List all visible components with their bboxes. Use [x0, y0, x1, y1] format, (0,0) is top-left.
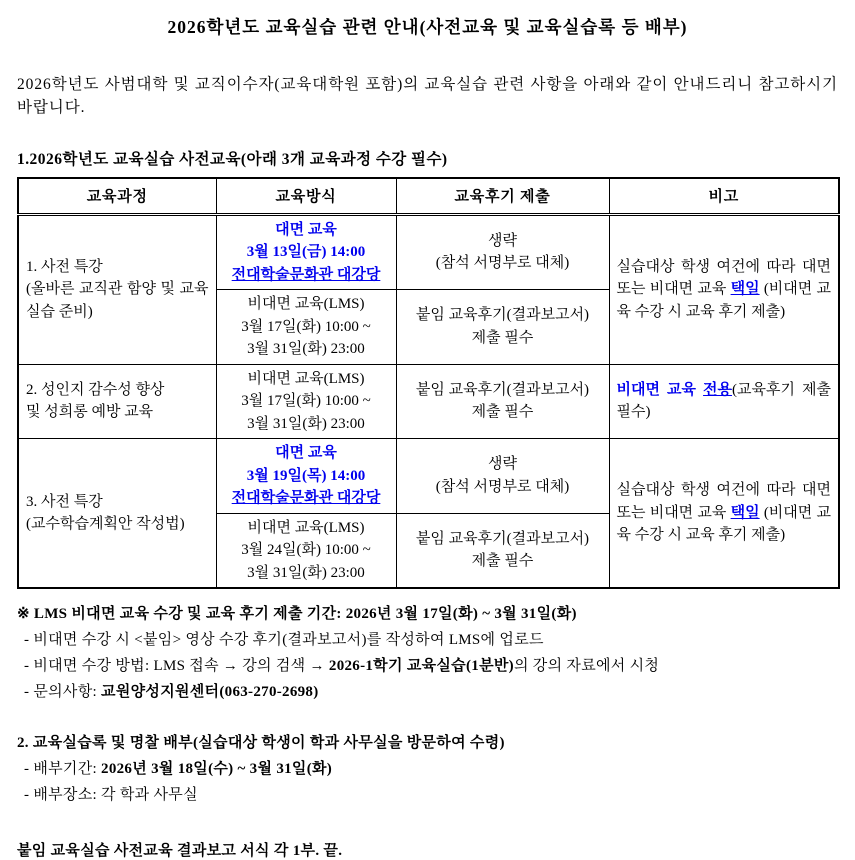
method-face-venue: 전대학술문화관 대강당 [231, 266, 381, 283]
remark-3-post: (비대면 교육 수강 시 교육 후기 제출) [616, 504, 831, 544]
column-header-review: 교육후기 제출 [396, 178, 609, 215]
note-how-to-watch-post: 의 강의 자료에서 시청 [513, 658, 660, 674]
method-face-type: 대면 교육 [275, 221, 337, 238]
method-online-start: 3월 17일(화) 10:00 ~ [241, 393, 371, 409]
method-online-end: 3월 31일(화) 23:00 [247, 341, 365, 357]
remark-3-choice: 택일 [730, 504, 760, 521]
section1-heading: 1.2026학년도 교육실습 사전교육(아래 3개 교육과정 수강 필수) [17, 150, 448, 168]
course-3-detail: (교수학습계획안 작성법) [26, 516, 185, 532]
note-contact [17, 679, 838, 705]
review-skip-label: 생략 [488, 456, 517, 473]
note-how-to-watch [17, 653, 838, 679]
note-lms-period [17, 601, 838, 627]
review-required-doc: 붙임 교육후기(결과보고서) [415, 381, 590, 398]
column-header-method: 교육방식 [216, 178, 396, 215]
review-skip-label: 생략 [488, 232, 517, 249]
method-face-type: 대면 교육 [275, 445, 337, 461]
course-cell-3 [18, 439, 216, 589]
course-cell-1 [18, 214, 216, 364]
review-skip-detail: (참석 서명부로 대체) [435, 478, 570, 495]
attachment-line: 붙임 교육실습 사전교육 결과보고 서식 각 1부. 끝. [17, 843, 343, 859]
method-online-type: 비대면 교육(LMS) [247, 370, 365, 387]
section2 [17, 730, 838, 808]
remark-1-pre: 실습대상 학생 여건에 따라 대면 또는 비대면 교육 [616, 258, 831, 298]
note-contact-phone: 교원양성지원센터(063-270-2698) [101, 684, 319, 700]
document-title: 2026학년도 교육실습 관련 안내(사전교육 및 교육실습록 등 배부) [167, 17, 688, 37]
note-lms-period-dates: 2026년 3월 17일(화) ~ 3월 31일(화) [345, 606, 577, 622]
review-required-must: 제출 필수 [471, 404, 534, 421]
course-cell-2 [18, 364, 216, 439]
section2-heading: 2. 교육실습록 및 명찰 배부(실습대상 학생이 학과 사무실을 방문하여 수령) [17, 735, 505, 751]
course-1-name: 1. 사전 특강 [26, 258, 103, 275]
course-2-detail: 및 성희롱 예방 교육 [26, 404, 154, 421]
method-online-cell-2 [216, 364, 396, 439]
method-online-end: 3월 31일(화) 23:00 [247, 564, 365, 581]
remark-2-post: (교육후기 제출 필수) [616, 381, 832, 421]
review-required-doc: 붙임 교육후기(결과보고서) [415, 530, 590, 547]
method-online-type: 비대면 교육(LMS) [247, 296, 365, 312]
method-face-cell-3 [216, 439, 396, 514]
note-contact-label: - 문의사항: [24, 684, 102, 700]
note-how-to-watch-pre: - 비대면 수강 방법: LMS 접속 → 강의 검색 → [24, 658, 329, 674]
remark-3-pre: 실습대상 학생 여건에 따라 대면 또는 비대면 교육 [616, 482, 831, 521]
table-row-2 [18, 364, 839, 439]
method-online-cell-1 [216, 290, 396, 365]
table-header-row [18, 178, 839, 215]
remark-1-choice: 택일 [730, 281, 760, 298]
course-2-name: 2. 성인지 감수성 향상 [26, 381, 165, 398]
method-face-venue: 전대학술문화관 대강당 [231, 490, 381, 506]
remark-cell-3 [609, 439, 839, 589]
review-required-cell-2 [396, 364, 609, 439]
distribution-period-label: - 배부기간: [24, 761, 102, 777]
note-upload: - 비대면 수강 시 <붙임> 영상 수강 후기(결과보고서)를 작성하여 LMS에 업로드 [24, 632, 544, 648]
method-face-datetime: 3월 13일(금) 14:00 [246, 244, 366, 260]
intro-paragraph: 2026학년도 사범대학 및 교직이수자(교육대학원 포함)의 교육실습 관련 사항을 아래와 같이 안내드리니 참고하시기 바랍니다. [17, 76, 838, 117]
method-face-datetime: 3월 19일(목) 14:00 [246, 467, 366, 484]
remark-2-online-only: 비대면 교육 [616, 381, 704, 398]
remark-cell-1 [609, 214, 839, 364]
method-online-start: 3월 17일(화) 10:00 ~ [241, 318, 371, 335]
remark-2-emph: 전용 [703, 381, 733, 398]
review-skip-cell-3 [396, 439, 609, 514]
review-required-cell-1 [396, 290, 609, 365]
lms-notes [17, 601, 838, 705]
review-skip-cell-1 [396, 214, 609, 290]
course-3-name: 3. 사전 특강 [26, 493, 103, 510]
review-required-must: 제출 필수 [471, 329, 534, 346]
course-1-detail: (올바른 교직관 함양 및 교육 실습 준비) [26, 281, 209, 320]
method-face-cell-1 [216, 214, 396, 290]
remark-cell-2 [609, 364, 839, 439]
method-online-end: 3월 31일(화) 23:00 [247, 415, 365, 432]
note-course-name: 2026-1학기 교육실습(1분반) [328, 658, 514, 674]
method-online-cell-3 [216, 513, 396, 588]
review-required-cell-3 [396, 513, 609, 588]
review-required-doc: 붙임 교육후기(결과보고서) [415, 307, 590, 324]
method-online-start: 3월 24일(화) 10:00 ~ [241, 542, 371, 558]
distribution-place: - 배부장소: 각 학과 사무실 [24, 787, 198, 803]
table-row-1a [18, 214, 839, 290]
review-required-must: 제출 필수 [471, 553, 534, 570]
note-lms-period-label: ※ LMS 비대면 교육 수강 및 교육 후기 제출 기간: [17, 606, 346, 622]
distribution-period-dates: 2026년 3월 18일(수) ~ 3월 31일(화) [101, 761, 333, 777]
table-row-3a [18, 439, 839, 514]
distribution-period [17, 756, 838, 782]
column-header-course: 교육과정 [18, 178, 216, 215]
column-header-remark: 비고 [609, 178, 839, 215]
method-online-type: 비대면 교육(LMS) [247, 519, 365, 536]
remark-1-post: (비대면 교육 수강 시 교육 후기 제출) [616, 281, 831, 320]
review-skip-detail: (참석 서명부로 대체) [435, 255, 570, 272]
pre-education-table [17, 177, 840, 590]
